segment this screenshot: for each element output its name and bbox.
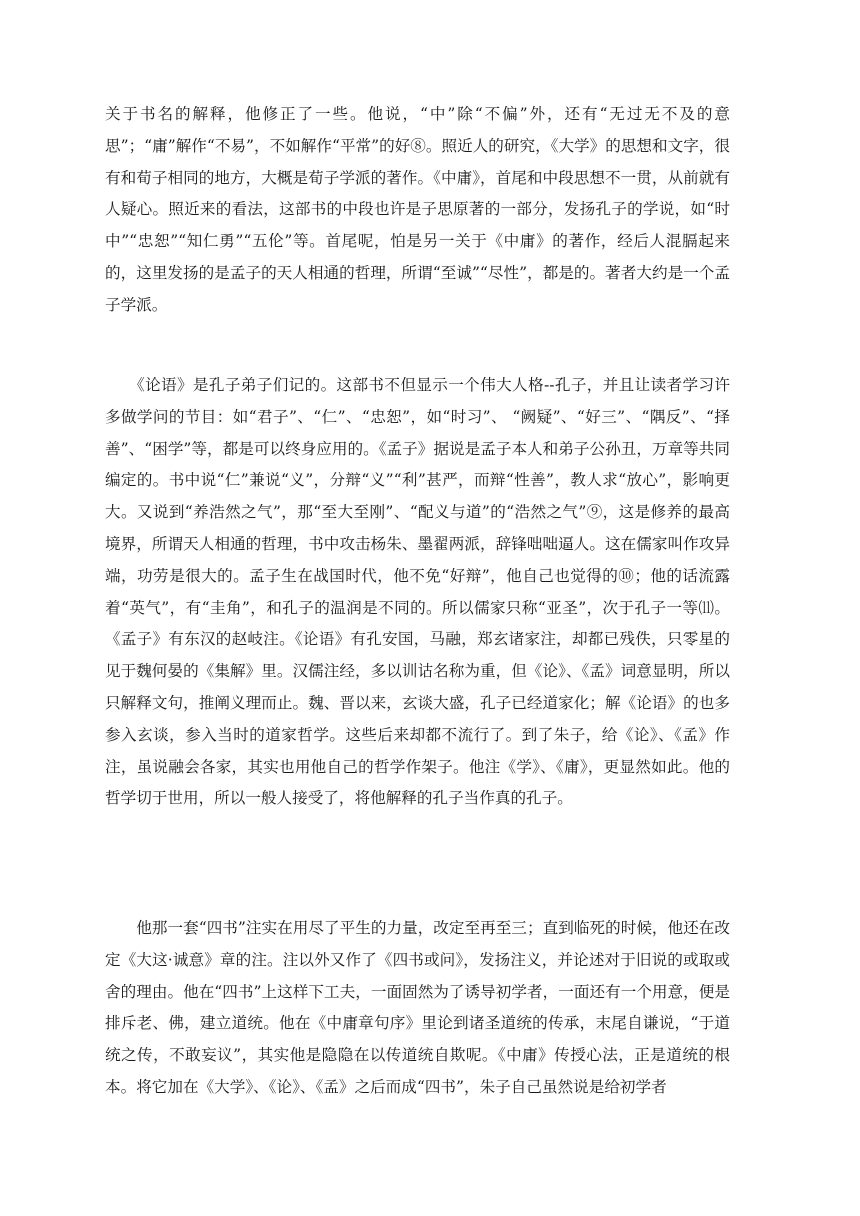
paragraph-four-books-commentary: 他那一套“四书”注实在用尽了平生的力量，改定至再至三；直到临死的时候，他还在改定《大这·诚意》章的注。注以外又作了《四书或问》，发扬注义，并论述对于旧说的或取或舍的理由。他在“四书”上这样下工夫，一面固然为了诱导初学者，一面还有一个用意，便是排斥老、佛，建立道统。他在《中庸章句序》里论到诸圣道统的传承，末尾自谦说，“于道统之传，不敢妄议”，其实他是隐隐在以传道统自欺呢。《中庸》传授心法，正是道统的根本。将它加在《大学》、《论》、《孟》之后而成“四书”，朱子自己虽然说是给初学者	[105, 919, 730, 1096]
paragraph-book-title-explanation: 关于书名的解释，他修正了一些。他说，“中”除“不偏”外，还有“无过无不及的意思”；“庸”解作“不易”，不如解作“平常”的好⑧。照近人的研究，《大学》的思想和文字，很有和荀子相同的地方，大概是荀子学派的著作。《中庸》，首尾和中段思想不一贯，从前就有人疑心。照近来的看法，这部书的中段也许是子思原著的一部分，发扬孔子的学说，如“时中”“忠恕”“知仁勇”“五伦”等。首尾呢，怕是另一关于《中庸》的著作，经后人混膈起来的，这里发扬的是孟子的天人相通的哲理，所谓“至诚”“尽性”，都是的。著者大约是一个孟子学派。	[105, 105, 730, 314]
paragraph-lunyu-mengzi: 《论语》是孔子弟子们记的。这部书不但显示一个伟大人格--孔子，并且让读者学习许多做学问的节目：如“君子”、“仁”、“忠恕”，如“时习”、 “阙疑”、“好三”、“隅反”、“择善”、“困学”等，都是可以终身应用的。《孟子》据说是孟子本人和弟子公孙丑，万章等共同编定的。书中说“仁”兼说“义”，分辩“义”“利”甚严，而辩“性善”，教人求“放心”，影响更大。又说到“养浩然之气”，那“至大至刚”、“配义与道”的“浩然之气”⑨，这是修养的最高境界，所谓天人相通的哲理，书中攻击杨朱、墨翟两派，辞锋咄咄逼人。这在儒家叫作攻异端，功劳是很大的。孟子生在战国时代，他不免“好辩”，他自己也觉得的⑩；他的话流露着“英气”，有“圭角”，和孔子的温润是不同的。所以儒家只称“亚圣”，次于孔子一等⑾。《孟子》有东汉的赵岐注。《论语》有孔安国，马融，郑玄诸家注，却都已残佚，只零星的见于魏何晏的《集解》里。汉儒注经，多以训诂名称为重，但《论》、《孟》词意显明，所以只解释文句，推阐义理而止。魏、晋以来，玄谈大盛，孔子已经道家化；解《论语》的也多参入玄谈，参入当时的道家哲学。这些后来却都不流行了。到了朱子，给《论》、《孟》作注，虽说融会各家，其实也用他自己的哲学作架子。他注《学》、《庸》，更显然如此。他的哲学切于世用，所以一般人接受了，将他解释的孔子当作真的孔子。	[105, 376, 730, 808]
